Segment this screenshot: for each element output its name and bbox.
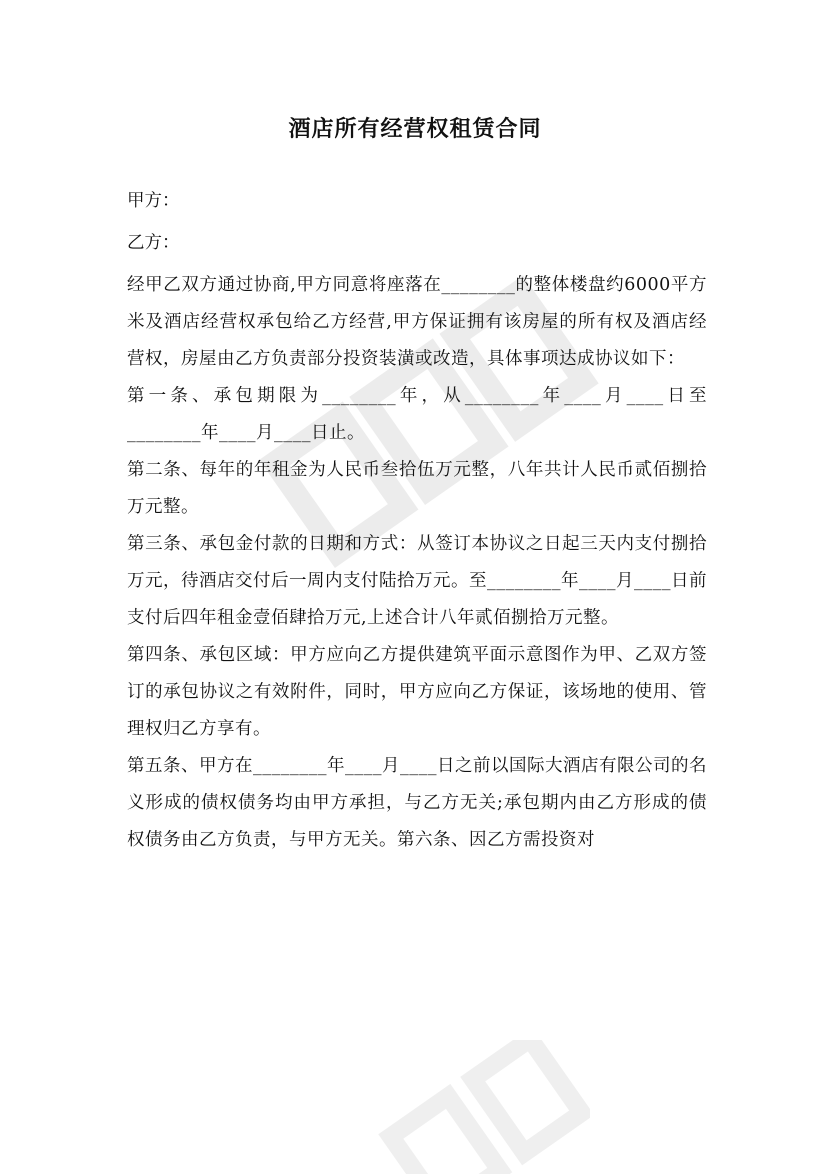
- party-b-label: 乙方：: [127, 233, 180, 253]
- document-title: 酒店所有经营权租赁合同: [288, 116, 542, 142]
- paragraph-article-3: 第三条、承包金付款的日期和方式：从签订本协议之日起三天内支付捌拾万元，待酒店交付后一周内支付陆拾万元。至________年____月____日前支付后四年租金壹佰肆拾万元,上述合计八年贰佰捌拾万元整。: [127, 534, 707, 628]
- document-body: [127, 183, 707, 859]
- paragraph-article-1: 第一条、承包期限为________年，从________年____月____日至________年____月____日止。: [127, 386, 707, 443]
- party-a-label: 甲方：: [127, 191, 180, 211]
- paragraph-intro: 经甲乙双方通过协商,甲方同意将座落在________的整体楼盘约6000平方米及酒店经营权承包给乙方经营,甲方保证拥有该房屋的所有权及酒店经营权，房屋由乙方负责部分投资装潢或改造，具体事项达成协议如下：: [127, 275, 707, 369]
- watermark-logo-bottom: [370, 1040, 590, 1174]
- paragraph-article-4: 第四条、承包区域：甲方应向乙方提供建筑平面示意图作为甲、乙双方签订的承包协议之有效附件，同时，甲方应向乙方保证，该场地的使用、管理权归乙方享有。: [127, 645, 707, 739]
- paragraph-article-2: 第二条、每年的年租金为人民币叁拾伍万元整，八年共计人民币贰佰捌拾万元整。: [127, 460, 707, 517]
- paragraph-article-5: 第五条、甲方在________年____月____日之前以国际大酒店有限公司的名义形成的债权债务均由甲方承担，与乙方无关;承包期内由乙方形成的债权债务由乙方负责，与甲方无关。第六条、因乙方需投资对: [127, 756, 707, 850]
